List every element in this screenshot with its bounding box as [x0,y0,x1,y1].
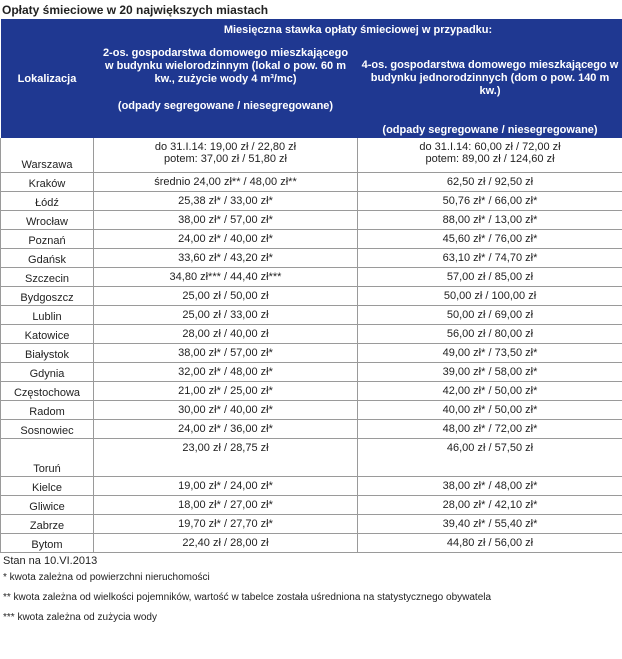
multi-family-fee-cell [94,495,358,514]
header-single-family [358,41,622,138]
fee-line: 44,80 zł / 56,00 zł [446,536,534,549]
city-cell: Łódź [1,191,94,210]
single-family-fee-cell [358,343,622,362]
table-row [1,267,622,286]
multi-family-fee-cell [94,476,358,495]
single-family-fee-cell [358,305,622,324]
table-header [1,19,622,138]
fee-line-later: potem: 89,00 zł / 124,60 zł [425,153,555,165]
fee-line: do 31.I.14: 60,00 zł / 72,00 zł [419,141,561,153]
single-family-fee-cell [358,324,622,343]
table-row [1,400,622,419]
city-cell: Radom [1,400,94,419]
table-row [1,495,622,514]
table-row [1,305,622,324]
fee-line: 18,00 zł* / 27,00 zł* [178,498,273,511]
multi-family-fee-cell [94,305,358,324]
fee-line: 24,00 zł* / 36,00 zł* [178,422,273,435]
city-cell: Szczecin [1,267,94,286]
multi-family-fee-cell [94,191,358,210]
fee-line: 34,80 zł*** / 44,40 zł*** [169,270,282,283]
fee-line: 28,00 zł / 40,00 zł [182,327,269,340]
city-cell: Sosnowiec [1,419,94,438]
table-row [1,191,622,210]
multi-family-fee-cell [94,438,358,476]
single-family-fee-cell [358,381,622,400]
city-cell: Gdynia [1,362,94,381]
footnote-2: ** kwota zależna od wielkości pojemników, wartość w tabelce została uśredniona na statystycznego obywatela [3,591,492,603]
single-family-fee-cell [358,229,622,248]
header-single-family-desc: 4-os. gospodarstwa domowego mieszkającego w budynku jednorodzinnych (dom o pow. 140 m kw.) [361,59,619,97]
fee-line: 56,00 zł / 80,00 zł [446,327,534,340]
single-family-fee-cell [358,210,622,229]
table-row [1,229,622,248]
multi-family-fee-cell [94,381,358,400]
fee-line: 33,60 zł* / 43,20 zł* [178,251,273,264]
multi-family-fee-cell [94,343,358,362]
multi-family-fee-cell [94,362,358,381]
header-multi-family [94,41,358,138]
page-title: Opłaty śmieciowe w 20 największych miastach [2,3,269,17]
city-cell: Białystok [1,343,94,362]
multi-family-fee-cell [94,248,358,267]
fee-line: 38,00 zł* / 48,00 zł* [442,479,538,492]
fee-line: średnio 24,00 zł** / 48,00 zł** [154,175,297,188]
city-cell: Częstochowa [1,381,94,400]
city-cell: Kielce [1,476,94,495]
multi-family-fee-cell [94,400,358,419]
fee-line: 57,00 zł / 85,00 zł [446,270,534,283]
table-row [1,138,622,172]
header-location: Lokalizacja [1,19,94,138]
multi-family-fee-cell [94,172,358,191]
multi-family-fee-cell [94,286,358,305]
fee-line: 38,00 zł* / 57,00 zł* [178,213,273,226]
fee-line: 88,00 zł* / 13,00 zł* [442,213,538,226]
fee-line-later: potem: 37,00 zł / 51,80 zł [164,153,287,165]
fee-line: 32,00 zł* / 48,00 zł* [178,365,273,378]
fee-line: 30,00 zł* / 40,00 zł* [178,403,273,416]
city-cell: Poznań [1,229,94,248]
fee-line: 50,00 zł / 69,00 zł [446,308,534,321]
table-row [1,343,622,362]
city-cell: Zabrze [1,514,94,533]
city-cell: Wrocław [1,210,94,229]
table-row [1,210,622,229]
single-family-fee-cell [358,476,622,495]
single-family-fee-cell [358,172,622,191]
footnote-1: * kwota zależna od powierzchni nieruchomości [3,571,210,583]
table-row [1,324,622,343]
city-cell: Katowice [1,324,94,343]
single-family-fee-cell [358,248,622,267]
table-row [1,476,622,495]
single-family-fee-cell [358,362,622,381]
single-family-fee-cell [358,533,622,552]
multi-family-fee-cell [94,229,358,248]
multi-family-fee-cell [94,419,358,438]
single-family-fee-cell [358,419,622,438]
table-body [1,138,622,552]
table-row [1,381,622,400]
fee-line: 24,00 zł* / 40,00 zł* [178,232,273,245]
fee-line: 42,00 zł* / 50,00 zł* [442,384,538,397]
multi-family-fee-cell [94,138,358,172]
fee-line: 38,00 zł* / 57,00 zł* [178,346,273,359]
fee-line: 63,10 zł* / 74,70 zł* [442,251,538,264]
multi-family-fee-cell [94,533,358,552]
fee-line: 46,00 zł / 57,50 zł [446,441,534,454]
fee-line: 25,00 zł / 33,00 zł [182,308,269,321]
fee-line: 25,38 zł* / 33,00 zł* [178,194,273,207]
fee-line: 19,70 zł* / 27,70 zł* [178,517,273,530]
multi-family-fee-cell [94,514,358,533]
city-cell: Warszawa [1,138,94,172]
single-family-fee-cell [358,438,622,476]
fee-line: 40,00 zł* / 50,00 zł* [442,403,538,416]
single-family-fee-cell [358,514,622,533]
footnote-3: *** kwota zależna od zużycia wody [3,611,157,623]
footnotes [0,555,622,631]
fee-line: do 31.I.14: 19,00 zł / 22,80 zł [154,141,297,153]
city-cell: Gdańsk [1,248,94,267]
table-row [1,419,622,438]
single-family-fee-cell [358,400,622,419]
table-row [1,172,622,191]
fee-line: 39,00 zł* / 58,00 zł* [442,365,538,378]
table-row [1,514,622,533]
single-family-fee-cell [358,495,622,514]
fee-line: 62,50 zł / 92,50 zł [446,175,534,188]
multi-family-fee-cell [94,267,358,286]
city-cell: Lublin [1,305,94,324]
multi-family-fee-cell [94,210,358,229]
fee-line: 50,00 zł / 100,00 zł [443,289,537,302]
fee-line: 23,00 zł / 28,75 zł [182,441,269,454]
fee-line: 19,00 zł* / 24,00 zł* [178,479,273,492]
table-row [1,438,622,476]
city-cell: Bydgoszcz [1,286,94,305]
header-multi-family-sub: (odpady segregowane / niesegregowane) [117,100,334,112]
fee-line: 21,00 zł* / 25,00 zł* [178,384,273,397]
single-family-fee-cell [358,191,622,210]
city-cell: Gliwice [1,495,94,514]
table-row [1,533,622,552]
fee-line: 22,40 zł / 28,00 zł [182,536,269,549]
header-monthly-rate: Miesięczna stawka opłaty śmieciowej w przypadku: [94,19,622,41]
fee-line: 49,00 zł* / 73,50 zł* [442,346,538,359]
fee-line: 50,76 zł* / 66,00 zł* [442,194,538,207]
header-multi-family-desc: 2-os. gospodarstwa domowego mieszkającego w budynku wielorodzinnym (lokal o pow. 60 m kw., zużycie wody 4 m³/mc) [102,47,349,85]
city-cell: Kraków [1,172,94,191]
fee-line: 39,40 zł* / 55,40 zł* [442,517,538,530]
city-cell: Toruń [1,438,94,476]
single-family-fee-cell [358,267,622,286]
table-row [1,248,622,267]
table-row [1,362,622,381]
fees-table [0,19,622,553]
fee-line: 25,00 zł / 50,00 zł [182,289,269,302]
city-cell: Bytom [1,533,94,552]
date-note: Stan na 10.VI.2013 [3,554,98,567]
single-family-fee-cell [358,286,622,305]
single-family-fee-cell [358,138,622,172]
fee-line: 45,60 zł* / 76,00 zł* [442,232,538,245]
multi-family-fee-cell [94,324,358,343]
fee-line: 28,00 zł* / 42,10 zł* [442,498,538,511]
header-single-family-sub: (odpady segregowane / niesegregowane) [382,124,598,136]
fee-line: 48,00 zł* / 72,00 zł* [442,422,538,435]
table-row [1,286,622,305]
